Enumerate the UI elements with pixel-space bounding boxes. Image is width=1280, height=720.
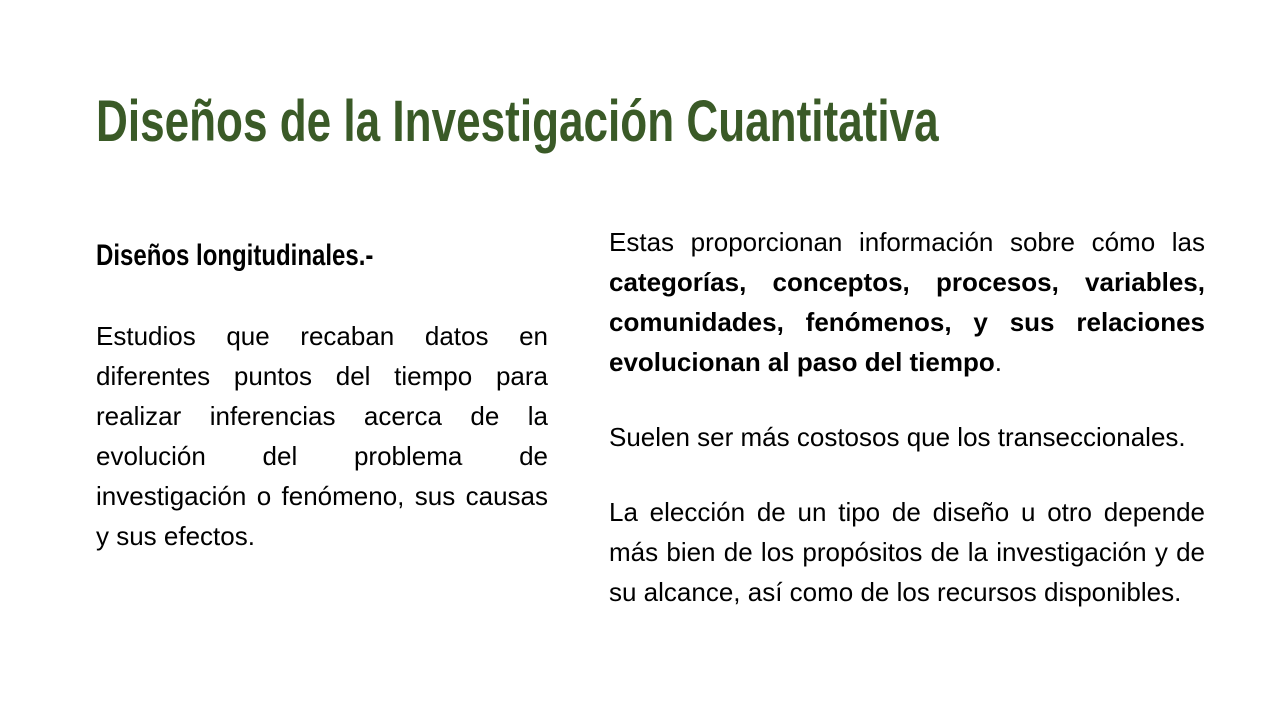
left-body-text: Estudios que recaban datos en diferentes puntos del tiempo para realizar inferencias acerca de la evolución del problema de investigación o fenómeno, sus causas y sus efectos. xyxy=(96,321,548,551)
right-paragraph-1 xyxy=(609,222,1205,382)
right-paragraph-2: Suelen ser más costosos que los transeccionales. xyxy=(609,422,1186,452)
slide-title: Diseños de la Investigación Cuantitativa xyxy=(96,89,939,154)
right-paragraph-3: La elección de un tipo de diseño u otro depende más bien de los propósitos de la investigación y de su alcance, así como de los recursos disponibles. xyxy=(609,497,1205,607)
right-paragraph-1-intro: Estas proporcionan información sobre cómo las xyxy=(609,227,1205,257)
right-paragraph-1-bold: categorías, conceptos, procesos, variables, comunidades, fenómenos, y sus relaciones evolucionan al paso del tiempo xyxy=(609,267,1205,377)
section-subtitle: Diseños longitudinales.- xyxy=(96,239,374,272)
right-paragraph-1-end: . xyxy=(994,347,1002,377)
